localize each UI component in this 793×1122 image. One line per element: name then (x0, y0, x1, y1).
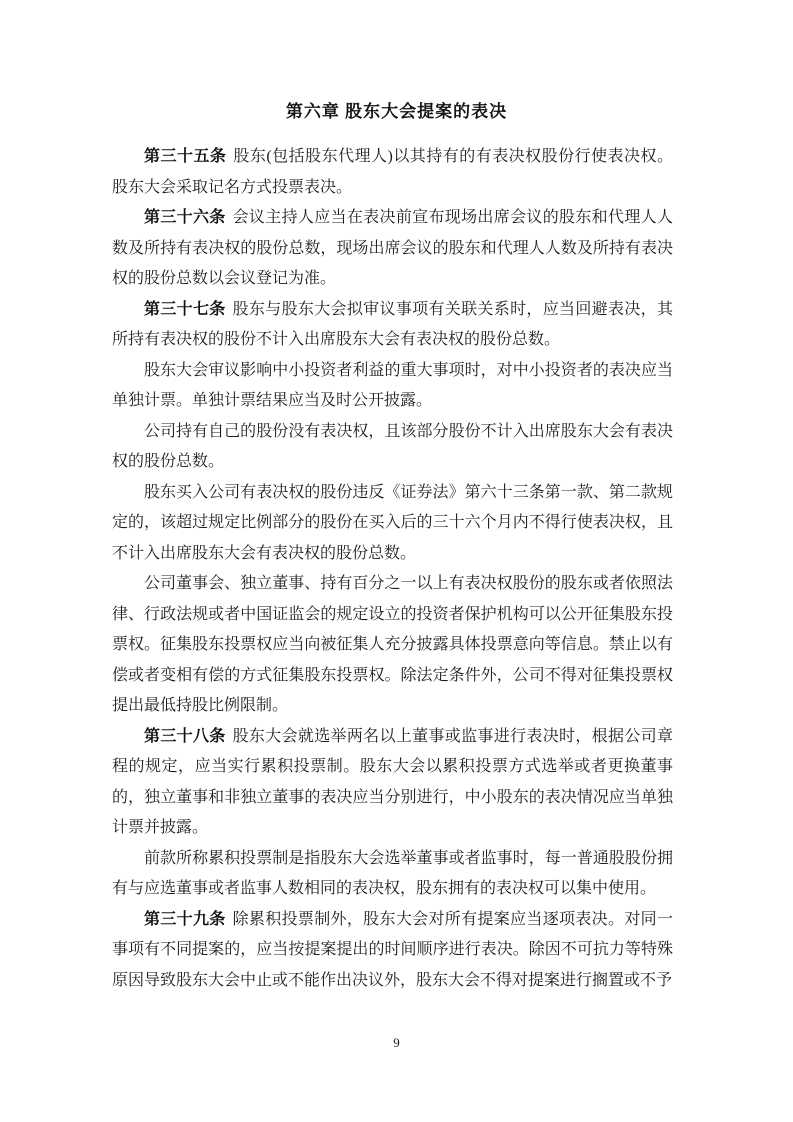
article-number: 第三十九条 (144, 910, 226, 928)
article-37-clause-5 (112, 569, 673, 722)
article-number: 第三十六条 (144, 209, 226, 226)
paragraph-text: 除累积投票制外，股东大会对所有提案应当逐项表决。对同一事项有不同提案的，应当按提案提出的时间顺序进行表决。除因不可抗力等特殊原因导致股东大会中止或不能作出决议外，股东大会不得对提案进行搁置或不予 (112, 910, 673, 989)
paragraph-text: 前款所称累积投票制是指股东大会选举董事或者监事时，每一普通股股份拥有与应选董事或者监事人数相同的表决权，股东拥有的表决权可以集中使用。 (112, 849, 673, 897)
paragraph-text: 股东与股东大会拟审议事项有关联关系时，应当回避表决，其所持有表决权的股份不计入出席股东大会有表决权的股份总数。 (112, 300, 673, 348)
article-paragraph-36 (112, 203, 673, 295)
paragraph-text: 股东买入公司有表决权的股份违反《证券法》第六十三条第一款、第二款规定的，该超过规定比例部分的股份在买入后的三十六个月内不得行使表决权，且不计入出席股东大会有表决权的股份总数。 (112, 483, 673, 562)
paragraph-text: 股东大会就选举两名以上董事或监事进行表决时，根据公司章程的规定，应当实行累积投票制。股东大会以累积投票方式选举或者更换董事的，独立董事和非独立董事的表决应当分别进行，中小股东的表决情况应当单独计票并披露。 (112, 727, 673, 836)
paragraph-text: 公司持有自己的股份没有表决权，且该部分股份不计入出席股东大会有表决权的股份总数。 (112, 422, 673, 470)
article-number: 第三十五条 (144, 148, 227, 165)
paragraph-text: 公司董事会、独立董事、持有百分之一以上有表决权股份的股东或者依照法律、行政法规或者中国证监会的规定设立的投资者保护机构可以公开征集股东投票权。征集股东投票权应当向被征集人充分披露具体投票意向等信息。禁止以有偿或者变相有偿的方式征集股东投票权。除法定条件外，公司不得对征集投票权提出最低持股比例限制。 (112, 575, 673, 714)
article-37-clause-4 (112, 478, 673, 570)
article-38-clause-2 (112, 844, 673, 905)
article-number: 第三十八条 (144, 727, 226, 745)
article-paragraph-37 (112, 295, 673, 356)
chapter-title: 第六章 股东大会提案的表决 (285, 102, 508, 121)
page-number: 9 (393, 1035, 400, 1050)
paragraph-text: 股东(包括股东代理人)以其持有的有表决权股份行使表决权。股东大会采取记名方式投票表决。 (112, 148, 673, 196)
article-paragraph-39 (112, 905, 673, 997)
paragraph-text: 股东大会审议影响中小投资者利益的重大事项时，对中小投资者的表决应当单独计票。单独计票结果应当及时公开披露。 (112, 361, 673, 409)
document-body (112, 142, 673, 996)
article-37-clause-2 (112, 356, 673, 417)
paragraph-text: 会议主持人应当在表决前宣布现场出席会议的股东和代理人人数及所持有表决权的股份总数，现场出席会议的股东和代理人人数及所持有表决权的股份总数以会议登记为准。 (112, 209, 673, 287)
article-paragraph-35 (112, 142, 673, 203)
article-37-clause-3 (112, 417, 673, 478)
article-paragraph-38 (112, 722, 673, 844)
article-number: 第三十七条 (144, 300, 226, 318)
